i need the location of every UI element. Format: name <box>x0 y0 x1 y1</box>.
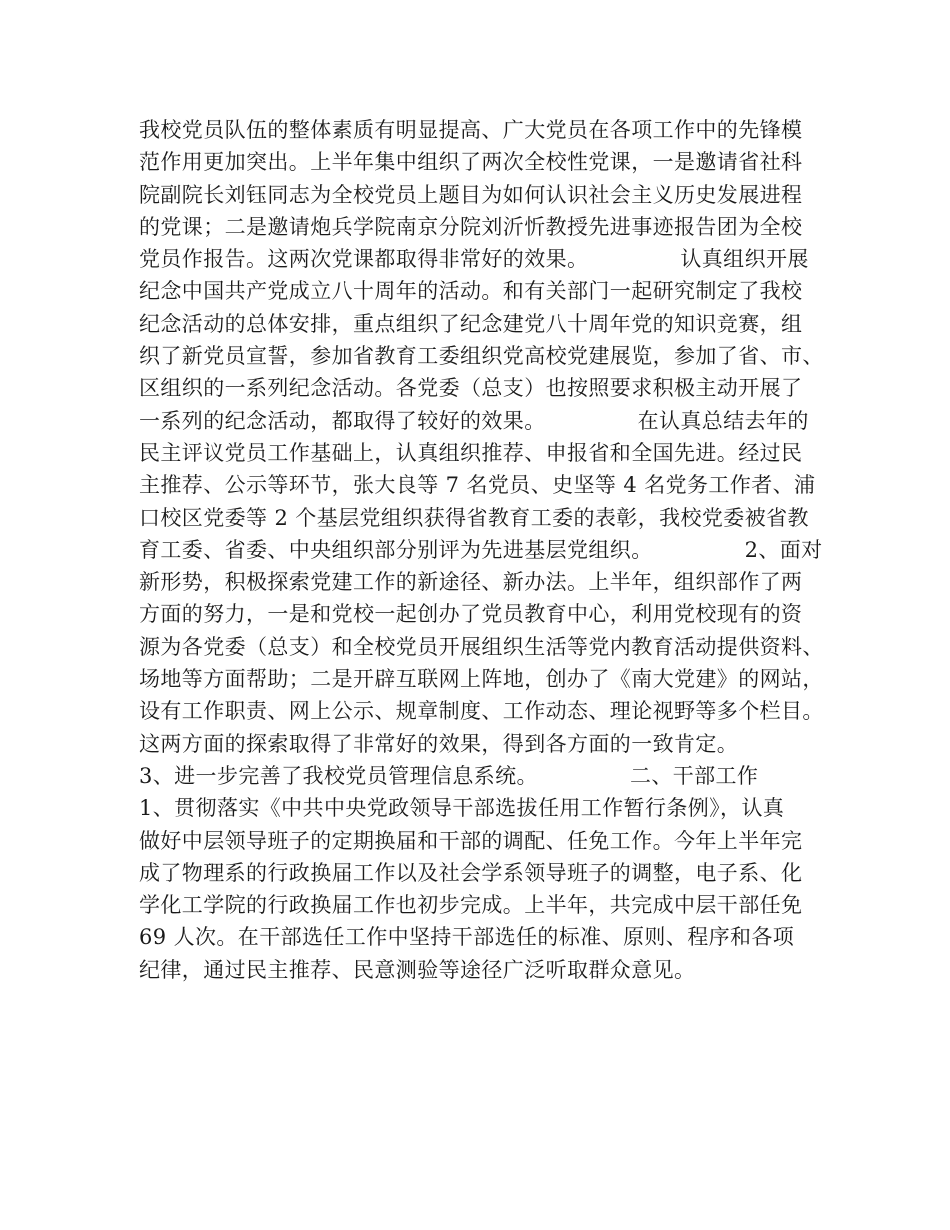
text-line: 党员作报告。这两次党课都取得非常好的效果。 认真组织开展 <box>139 247 809 272</box>
text-line: 我校党员队伍的整体素质有明显提高、广大党员在各项工作中的先锋模 <box>139 118 803 142</box>
text-line: 院副院长刘钰同志为全校党员上题目为如何认识社会主义历史发展进程 <box>139 182 803 207</box>
text-line: 纪律，通过民主推荐、民意测验等途径广泛听取群众意见。 <box>139 957 696 982</box>
text-line: 范作用更加突出。上半年集中组织了两次全校性党课，一是邀请省社科 <box>139 150 803 175</box>
text-line: 学化工学院的行政换届工作也初步完成。上半年，共完成中层干部任免 <box>139 893 803 918</box>
text-line: 69 人次。在干部选任工作中坚持干部选任的标准、原则、程序和各项 <box>139 925 795 950</box>
text-line: 做好中层领导班子的定期换届和干部的调配、任免工作。今年上半年完 <box>139 828 803 853</box>
text-line: 1、贯彻落实《中共中央党政领导干部选拔任用工作暂行条例》，认真 <box>139 796 785 821</box>
text-line: 区组织的一系列纪念活动。各党委（总支）也按照要求积极主动开展了 <box>139 376 803 401</box>
text-line: 新形势，积极探索党建工作的新途径、新办法。上半年，组织部作了两 <box>139 570 803 595</box>
text-line: 纪念活动的总体安排，重点组织了纪念建党八十周年党的知识竞赛，组 <box>139 311 803 336</box>
text-line: 方面的努力，一是和党校一起创办了党员教育中心，利用党校现有的资 <box>139 602 803 627</box>
text-line: 场地等方面帮助；二是开辟互联网上阵地，创办了《南大党建》的网站， <box>139 667 824 692</box>
text-line: 的党课；二是邀请炮兵学院南京分院刘沂忻教授先进事迹报告团为全校 <box>139 214 803 239</box>
text-line: 这两方面的探索取得了非常好的效果，得到各方面的一致肯定。 <box>139 731 739 756</box>
text-line: 口校区党委等 2 个基层党组织获得省教育工委的表彰，我校党委被省教 <box>139 505 809 530</box>
text-line: 主推荐、公示等环节，张大良等 7 名党员、史坚等 4 名党务工作者、浦 <box>139 473 816 498</box>
text-line: 民主评议党员工作基础上，认真组织推荐、申报省和全国先进。经过民 <box>139 440 803 465</box>
text-line: 育工委、省委、中央组织部分别评为先进基层党组织。 2、面对 <box>139 537 823 562</box>
body-text <box>139 114 839 986</box>
text-line: 成了物理系的行政换届工作以及社会学系领导班子的调整，电子系、化 <box>139 860 803 885</box>
text-line: 源为各党委（总支）和全校党员开展组织生活等党内教育活动提供资料、 <box>139 634 824 659</box>
text-line: 3、进一步完善了我校党员管理信息系统。 二、干部工作 <box>139 763 759 788</box>
text-line: 纪念中国共产党成立八十周年的活动。和有关部门一起研究制定了我校 <box>139 279 803 304</box>
text-line: 织了新党员宣誓，参加省教育工委组织党高校党建展览，参加了省、市、 <box>139 344 824 369</box>
text-line: 一系列的纪念活动，都取得了较好的效果。 在认真总结去年的 <box>139 408 809 433</box>
text-line: 设有工作职责、网上公示、规章制度、工作动态、理论视野等多个栏目。 <box>139 699 824 724</box>
